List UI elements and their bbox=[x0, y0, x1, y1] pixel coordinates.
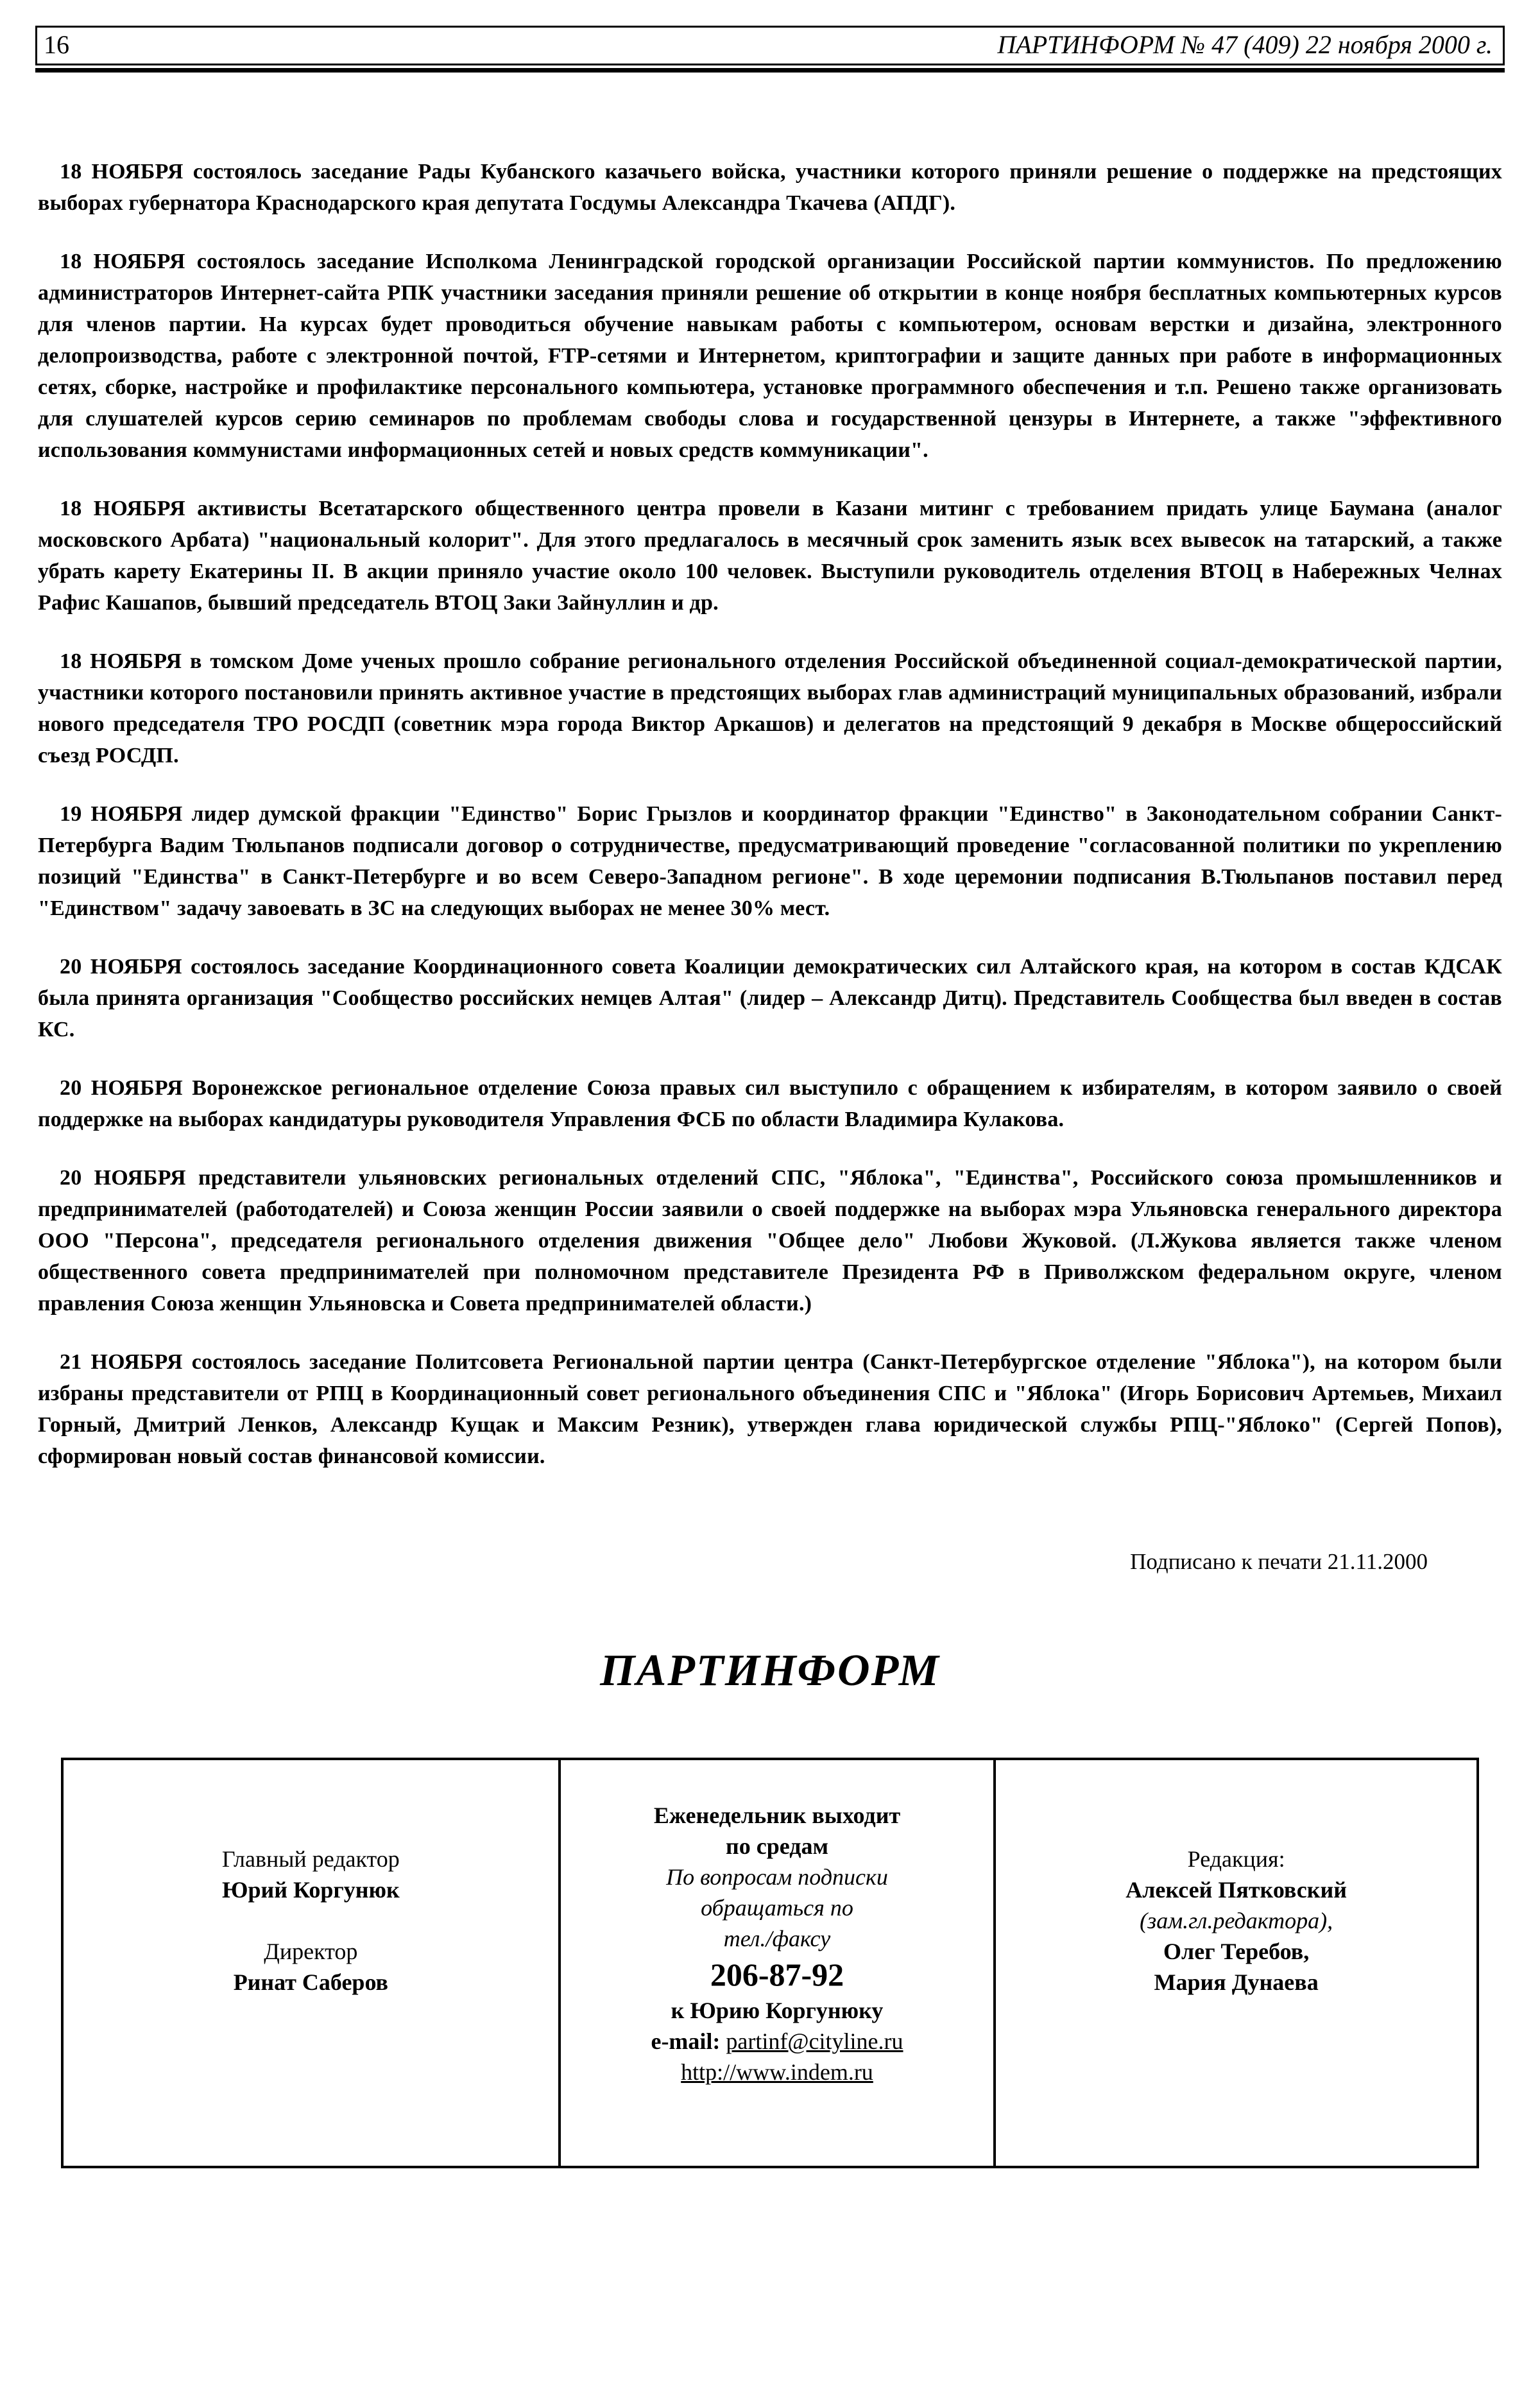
article-paragraph: 18 НОЯБРЯ в томском Доме ученых прошло собрание регионального отделения Российской объединенной социал-демократической партии, участники которого постановили принять активное участие в предстоящих выборах глав администраций муниципальных образований, избрали нового председателя ТРО РОСДП (советник мэра города Виктор Аркашов) и делегатов на предстоящий 9 декабря в Москве общероссийский съезд РОСДП. bbox=[38, 649, 1502, 767]
subscription-cell bbox=[558, 1760, 997, 2166]
article-paragraph: 18 НОЯБРЯ состоялось заседание Исполкома Ленинградской городской организации Российской партии коммунистов. По предложению администраторов Интернет-сайта РПК участники заседания приняли решение об открытии в конце ноября бесплатных компьютерных курсов для членов партии. На курсах будет проводиться обучение навыкам работы с компьютером, основам верстки и дизайна, электронного делопроизводства, работе с электронной почтой, FTP-сетями и Интернетом, криптографии и защите данных при работе в информационных сетях, сборке, настройке и профилактике персонального компьютера, установке программного обеспечения и т.п. Решено также организовать для слушателей курсов серию семинаров по проблемам свободы слова и государственной цензуры в Интернете, а также "эффективного использования коммунистами информационных сетей и новых средств коммуникации". bbox=[38, 250, 1502, 462]
director-role: Директор bbox=[264, 1939, 358, 1964]
masthead-title: ПАРТИНФОРМ bbox=[600, 1646, 940, 1695]
staff-name-1: Алексей Пятковский bbox=[1125, 1877, 1348, 1903]
staff-cell bbox=[996, 1760, 1476, 2166]
staff-name-2: Олег Теребов, bbox=[1163, 1939, 1310, 1964]
schedule-line-2: по средам bbox=[726, 1833, 828, 1859]
subscription-line-2: обращаться по bbox=[701, 1895, 853, 1921]
editor-name: Юрий Коргунюк bbox=[221, 1877, 400, 1903]
articles-section bbox=[35, 156, 1505, 1472]
website-line bbox=[561, 2057, 994, 2087]
editors-cell bbox=[64, 1760, 558, 2166]
schedule-line-1: Еженедельник выходит bbox=[653, 1803, 901, 1828]
page-number: 16 bbox=[44, 30, 69, 59]
director-name: Ринат Саберов bbox=[233, 1969, 388, 1995]
article-paragraph: 18 НОЯБРЯ состоялось заседание Рады Кубанского казачьего войска, участники которого приняли решение о поддержке на предстоящих выборах губернатора Краснодарского края депутата Госдумы Александра Ткачева (АПДГ). bbox=[38, 160, 1502, 215]
staff-name-3: Мария Дунаева bbox=[1154, 1969, 1319, 1995]
website-link[interactable]: http://www.indem.ru bbox=[681, 2059, 873, 2085]
colophon-box bbox=[61, 1758, 1479, 2168]
staff-note-1: (зам.гл.редактора), bbox=[1140, 1908, 1333, 1933]
editor-role: Главный редактор bbox=[221, 1846, 400, 1872]
article-paragraph: 20 НОЯБРЯ состоялось заседание Координационного совета Коалиции демократических сил Алтайского края, на котором в состав КДСАК была принята организация "Сообщество российских немцев Алтая" (лидер – Александр Дитц). Представитель Сообщества был введен в состав КС. bbox=[38, 955, 1502, 1041]
article-paragraph: 21 НОЯБРЯ состоялось заседание Политсовета Региональной партии центра (Санкт-Петербургское отделение "Яблока"), на котором были избраны представители от РПЦ в Координационный совет регионального объединения СПС и "Яблока" (Игорь Борисович Артемьев, Михаил Горный, Дмитрий Ленков, Александр Кущак и Максим Резник), утвержден глава юридической службы РПЦ-"Яблоко" (Сергей Попов), сформирован новый состав финансовой комиссии. bbox=[38, 1350, 1502, 1468]
article-paragraph: 18 НОЯБРЯ активисты Всетатарского общественного центра провели в Казани митинг с требованием придать улице Баумана (аналог московского Арбата) "национальный колорит". Для этого предлагалось в месячный срок заменить язык всех вывесок на татарский, а также убрать карету Екатерины II. В акции приняло участие около 100 человек. Выступили руководитель отделения ВТОЦ в Набережных Челнах Рафис Кашапов, бывший председатель ВТОЦ Заки Зайнуллин и др. bbox=[38, 497, 1502, 615]
article-paragraph: 19 НОЯБРЯ лидер думской фракции "Единство" Борис Грызлов и координатор фракции "Единство" в Законодательном собрании Санкт-Петербурга Вадим Тюльпанов подписали договор о сотрудничестве, предусматривающий проведение "согласованной политики по укреплению позиций "Единства" в Санкт-Петербурге и во всем Северо-Западном регионе". В ходе церемонии подписания В.Тюльпанов поставил перед "Единством" задачу завоевать в ЗС на следующих выборах не менее 30% мест. bbox=[38, 802, 1502, 920]
page-header bbox=[35, 26, 1505, 65]
issue-title: ПАРТИНФОРМ № 47 (409) 22 ноября 2000 г. bbox=[997, 30, 1493, 59]
email-line bbox=[561, 2026, 994, 2057]
header-rule bbox=[35, 68, 1505, 73]
email-link[interactable]: partinf@cityline.ru bbox=[726, 2028, 903, 2054]
subscription-line-1: По вопросам подписки bbox=[666, 1864, 888, 1890]
signed-to-print: Подписано к печати 21.11.2000 bbox=[1130, 1549, 1428, 1574]
staff-title: Редакция: bbox=[1187, 1846, 1285, 1872]
email-label: e-mail: bbox=[651, 2028, 721, 2054]
article-paragraph: 20 НОЯБРЯ Воронежское региональное отделение Союза правых сил выступило с обращением к избирателям, в котором заявило о своей поддержке на выборах кандидатуры руководителя Управления ФСБ по области Владимира Кулакова. bbox=[38, 1076, 1502, 1131]
phone-number: 206-87-92 bbox=[710, 1957, 844, 1992]
article-paragraph: 20 НОЯБРЯ представители ульяновских региональных отделений СПС, "Яблока", "Единства", Российского союза промышленников и предпринимателей (работодателей) и Союза женщин России заявили о своей поддержке на выборах мэра Ульяновска генерального директора ООО "Персона", председателя регионального отделения движения "Общее дело" Любови Жуковой. (Л.Жукова является также членом общественного совета предпринимателей при полномочном представителе Президента РФ в Приволжском федеральном округе, членом правления Союза женщин Ульяновска и Совета предпринимателей области.) bbox=[38, 1166, 1502, 1315]
subscription-line-3: тел./факсу bbox=[723, 1926, 831, 1951]
contact-person: к Юрию Коргунюку bbox=[671, 1998, 884, 2023]
